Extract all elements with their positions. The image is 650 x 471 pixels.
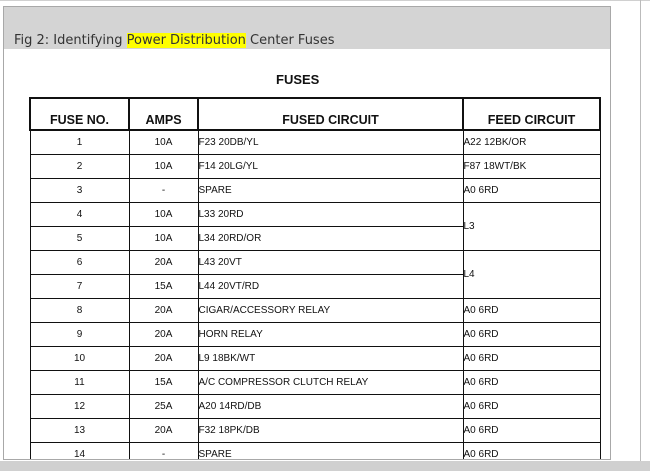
amps-cell: 20A [129,347,198,371]
fuse-no-cell: 4 [30,203,129,227]
feed-circuit-cell: A0 6RD [463,179,600,203]
scrollbar-edge [640,0,641,461]
window-top-edge [0,0,650,1]
fuse-no-cell: 11 [30,371,129,395]
fused-circuit-cell: SPARE [198,443,463,461]
fuse-table [29,97,601,460]
header-fuse-no: FUSE NO. [30,98,129,130]
feed-circuit-cell: A0 6RD [463,347,600,371]
table-row [30,371,600,395]
fused-circuit-cell: L33 20RD [198,203,463,227]
amps-cell: 15A [129,275,198,299]
table-row [30,251,600,275]
caption-highlight: Power Distribution [126,33,246,48]
amps-cell: 20A [129,251,198,275]
fused-circuit-cell: SPARE [198,179,463,203]
feed-circuit-cell: L4 [463,251,600,299]
amps-cell: 25A [129,395,198,419]
amps-cell: 10A [129,203,198,227]
fuse-no-cell: 13 [30,419,129,443]
fused-circuit-cell: HORN RELAY [198,323,463,347]
caption-suffix: Center Fuses [245,33,335,48]
table-row [30,299,600,323]
fuse-no-cell: 7 [30,275,129,299]
fused-circuit-cell: L44 20VT/RD [198,275,463,299]
fused-circuit-cell: CIGAR/ACCESSORY RELAY [198,299,463,323]
amps-cell: - [129,179,198,203]
fused-circuit-cell: L34 20RD/OR [198,227,463,251]
feed-circuit-cell: A22 12BK/OR [463,130,600,155]
feed-circuit-cell: A0 6RD [463,443,600,461]
bottom-scroll-area [0,461,650,471]
header-fused-circuit: FUSED CIRCUIT [198,98,463,130]
feed-circuit-cell: A0 6RD [463,323,600,347]
fuse-no-cell: 6 [30,251,129,275]
fuse-no-cell: 3 [30,179,129,203]
table-row [30,130,600,155]
fuse-no-cell: 10 [30,347,129,371]
feed-circuit-cell: A0 6RD [463,299,600,323]
fused-circuit-cell: A20 14RD/DB [198,395,463,419]
fuse-no-cell: 9 [30,323,129,347]
fuse-no-cell: 8 [30,299,129,323]
table-row [30,155,600,179]
table-row [30,395,600,419]
amps-cell: 15A [129,371,198,395]
fused-circuit-cell: A/C COMPRESSOR CLUTCH RELAY [198,371,463,395]
amps-cell: 10A [129,155,198,179]
table-row [30,203,600,227]
feed-circuit-cell: A0 6RD [463,419,600,443]
table-row [30,443,600,461]
header-feed-circuit: FEED CIRCUIT [463,98,600,130]
amps-cell: 20A [129,299,198,323]
figure-frame [3,6,611,460]
fused-circuit-cell: L9 18BK/WT [198,347,463,371]
fuse-no-cell: 2 [30,155,129,179]
feed-circuit-cell: A0 6RD [463,371,600,395]
amps-cell: - [129,443,198,461]
fuse-no-cell: 1 [30,130,129,155]
figure-header [4,7,610,49]
amps-cell: 20A [129,323,198,347]
feed-circuit-cell: A0 6RD [463,395,600,419]
feed-circuit-cell: L3 [463,203,600,251]
amps-cell: 20A [129,419,198,443]
fuse-no-cell: 14 [30,443,129,461]
feed-circuit-cell: F87 18WT/BK [463,155,600,179]
table-row [30,419,600,443]
table-row [30,179,600,203]
figure-caption [14,33,334,48]
amps-cell: 10A [129,227,198,251]
amps-cell: 10A [129,130,198,155]
fused-circuit-cell: F32 18PK/DB [198,419,463,443]
table-row [30,323,600,347]
fuse-no-cell: 12 [30,395,129,419]
table-header-row [30,98,600,130]
fused-circuit-cell: F23 20DB/YL [198,130,463,155]
table-title: FUSES [276,72,320,87]
fused-circuit-cell: F14 20LG/YL [198,155,463,179]
fused-circuit-cell: L43 20VT [198,251,463,275]
caption-prefix: Fig 2: Identifying [14,33,127,48]
header-amps: AMPS [129,98,198,130]
table-row [30,347,600,371]
fuse-no-cell: 5 [30,227,129,251]
